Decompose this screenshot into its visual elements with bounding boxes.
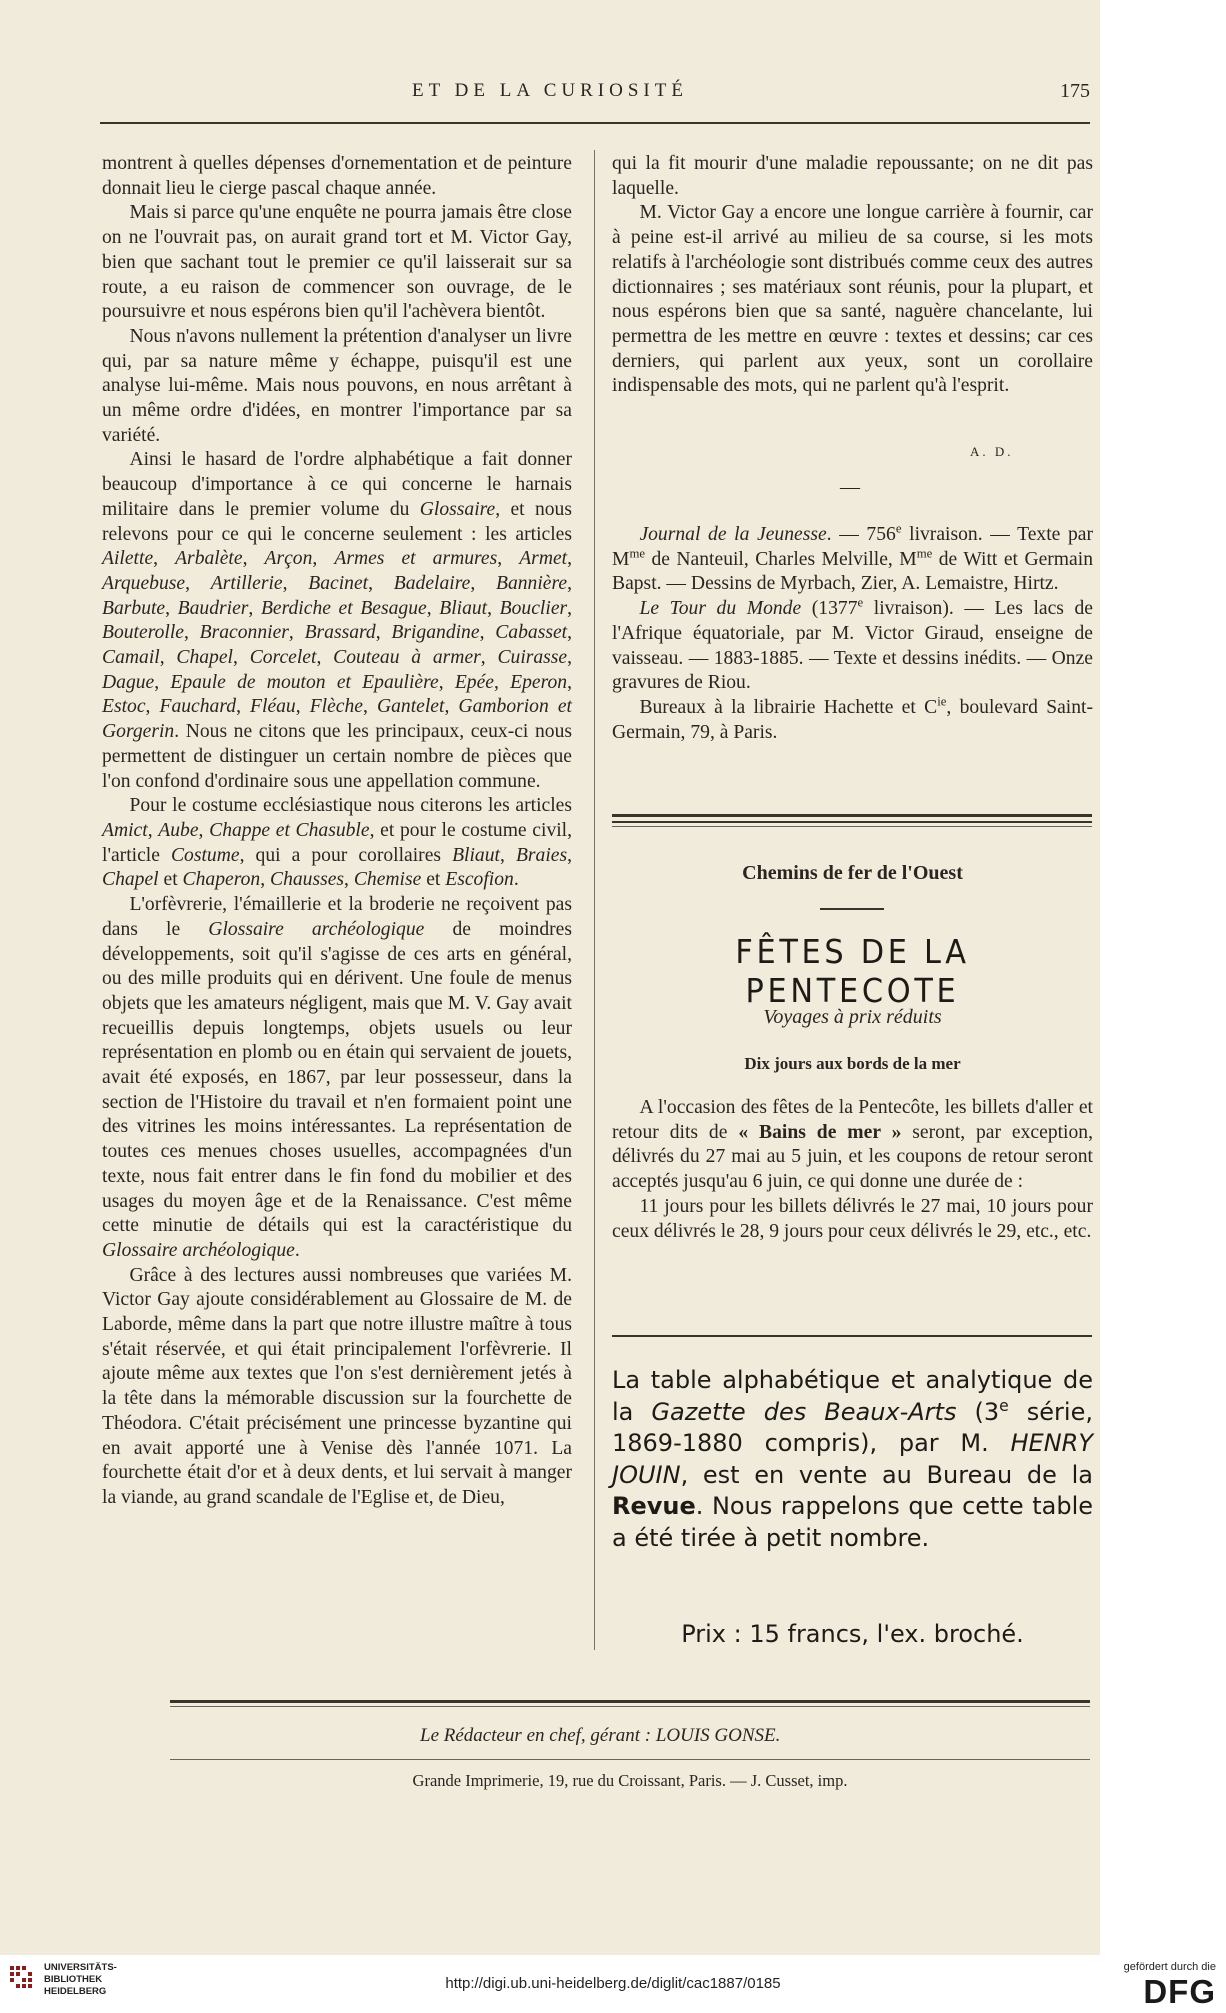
library-line-1: UNIVERSITÄTS- bbox=[44, 1962, 117, 1973]
paragraph: Journal de la Jeunesse. — 756e livraison. — Texte par $M^{me}$ de Nanteuil, Charles Melville, $M^{me}$ de Witt et Germain Bapst. — Dessins de Myrbach, Zier, A. Lemaistre, Hirtz. bbox=[612, 521, 1093, 595]
library-line-2: BIBLIOTHEK bbox=[44, 1974, 103, 1985]
advert-top-rule-2 bbox=[612, 821, 1092, 823]
paragraph: A l'occasion des fêtes de la Pentecôte, les billets d'aller et retour dits de « Bains de mer » seront, par exception, délivrés du 27 mai au 5 juin, et les coupons de retour seront acceptés jusqu'au 6 juin, ce qui donne une durée de : bbox=[612, 1097, 1093, 1193]
advert-top-rule bbox=[612, 814, 1092, 817]
signature: A. D. bbox=[970, 444, 1014, 459]
catalogue-notice: La table alphabétique et analytique de la Gazette des Beaux-Arts (3e série, 1869-1880 compris), par M. HENRY JOUIN, est en vente au Bureau de la Revue. Nous rappelons que cette table a été tirée à petit nombre. bbox=[612, 1366, 1093, 1552]
advert-top-rule-3 bbox=[612, 826, 1092, 827]
page-footer bbox=[0, 1955, 1226, 2013]
paragraph: Bureaux à la librairie Hachette et $C^{ie}$, boulevard Saint-Germain, 79, à Paris. bbox=[612, 694, 1093, 743]
advert-company-rule bbox=[820, 908, 884, 910]
advert-offer: Dix jours aux bords de la mer bbox=[744, 1054, 961, 1073]
source-url-link[interactable]: http://digi.ub.uni-heidelberg.de/diglit/cac1887/0185 bbox=[445, 1975, 781, 1992]
column-divider bbox=[594, 150, 595, 1650]
paragraph: montrent à quelles dépenses d'ornementation et de peinture donnait lieu le cierge pascal chaque année. bbox=[102, 153, 572, 199]
paragraph: M. Victor Gay a encore une longue carrière à fournir, car à peine est-il arrivé au milieu de sa course, si les mots relatifs à l'archéologie sont distribués comme ceux des autres dictionnaires ; ses matériaux sont réunis, pour la plupart, et nous espérons bien que sa santé, naguère chancelante, lui permettra de les mettre en œuvre : textes et dessins; car ces derniers, qui parlent aux yeux, sont un corollaire indispensable des mots, qui ne parlent qu'à l'esprit. bbox=[612, 202, 1093, 397]
paragraph: Mais si parce qu'une enquête ne pourra jamais être close on ne l'ouvrait pas, on aurait grand tort et M. Victor Gay, bien que sachant tout le premier ce qu'il laisserait sur sa route, a eu raison de commencer son ouvrage, de le poursuivre et nous espérons bien qu'il l'achèvera bientôt. bbox=[102, 202, 572, 323]
paragraph: qui la fit mourir d'une maladie repoussante; on ne dit pas laquelle. bbox=[612, 153, 1093, 199]
paragraph: Ainsi le hasard de l'ordre alphabétique a fait donner beaucoup d'importance à ce qui concerne le harnais militaire dans le premier volume du Glossaire, et nous relevons pour ce qui le concerne seulement : les articles Ailette, Arbalète, Arçon, Armes et armures, Armet, Arquebuse, Artillerie, Bacinet, Badelaire, Bannière, Barbute, Baudrier, Berdiche et Besague, Bliaut, Bouclier, Bouterolle, Braconnier, Brassard, Brigandine, Cabasset, Camail, Chapel, Corcelet, Couteau à armer, Cuirasse, Dague, Epaule de mouton et Epaulière, Epée, Eperon, Estoc, Fauchard, Fléau, Flèche, Gantelet, Gamborion et Gorgerin. Nous ne citons que les principaux, ceux-ci nous permettent de distinguer un certain nombre de pièces que l'on confond d'ordinaire sous une appellation commune. bbox=[102, 449, 573, 792]
dfg-logo: DFG bbox=[1143, 1973, 1216, 2010]
editor-line: Le Rédacteur en chef, gérant : LOUIS GONSE. bbox=[420, 1725, 781, 1746]
paragraph: Nous n'avons nullement la prétention d'analyser un livre qui, par sa nature même y échappe, puisqu'il est une analyse lui-même. Mais nous pouvons, en nous arrêtant à un même ordre d'idées, en montrer l'importance par sa variété. bbox=[102, 325, 572, 446]
colophon-rule bbox=[170, 1759, 1090, 1760]
header-rule bbox=[100, 122, 1090, 124]
advert-company: Chemins de fer de l'Ouest bbox=[742, 862, 963, 884]
periodical-notices bbox=[612, 523, 1093, 745]
notice-top-rule bbox=[612, 1335, 1092, 1337]
notice-price: Prix : 15 francs, l'ex. broché. bbox=[681, 1620, 1024, 1648]
paragraph: Pour le costume ecclésiastique nous citerons les articles Amict, Aube, Chappe et Chasuble, et pour le costume civil, l'article Costume, qui a pour corollaires Bliaut, Braies, Chapel et Chaperon, Chausses, Chemise et Escofion. bbox=[102, 795, 573, 891]
left-column bbox=[102, 152, 572, 1511]
paragraph: L'orfèvrerie, l'émaillerie et la broderie ne reçoivent pas dans le Glossaire archéologique de moindres développements, soit qu'il s'agisse de ces arts en général, ou des mille produits qui en dérivent. Une foule de menus objets que les amateurs négligent, mais que M. V. Gay avait recueillis depuis longtemps, objets usuels ou leur représentation en plomb ou en étain qui servaient de jouets, avait été exposés, en 1867, par leur possesseur, dans la section de l'Histoire du travail et n'en formaient point une des vitrines les moins intéressantes. La représentation de toutes ces menues choses usuelles, accompagnées d'un texte, nous fait entrer dans le fin fond du mobilier et des usages du moyen âge et de la Renaissance. C'est même cette minutie de détails qui est la caractéristique du Glossaire archéologique. bbox=[102, 894, 572, 1261]
running-title: ET DE LA CURIOSITÉ bbox=[412, 80, 688, 101]
paragraph: Grâce à des lectures aussi nombreuses que variées M. Victor Gay ajoute considérablement au Glossaire de M. de Laborde, même dans la part que notre illustre maître à tous s'était réservée, et qui était principalement l'orfèvrerie. Il ajoute même aux textes que l'on s'est dernièrement jetés à la tête dans la mémorable discussion sur la fourchette de Théodora. C'était précisément une princesse byzantine qui en avait apporté une à Venise dès l'année 1071. La fourchette était d'or et à deux dents, et lui servait à manger la viande, au grand scandale de l'Eglise et, de Dieu, bbox=[102, 1264, 572, 1508]
advert-subtitle: Voyages à prix réduits bbox=[763, 1006, 942, 1028]
bottom-rule-2 bbox=[170, 1706, 1090, 1707]
page-number: 175 bbox=[1060, 80, 1090, 102]
advert-body bbox=[612, 1096, 1093, 1244]
advert-title: FÊTES DE LA PENTECOTE bbox=[735, 932, 970, 1010]
page-margin bbox=[1100, 0, 1226, 1955]
bottom-rule bbox=[170, 1700, 1090, 1703]
library-line-3: HEIDELBERG bbox=[44, 1986, 107, 1997]
printer-line: Grande Imprimerie, 19, rue du Croissant, Paris. — J. Cusset, imp. bbox=[412, 1771, 848, 1790]
paragraph: 11 jours pour les billets délivrés le 27 mai, 10 jours pour ceux délivrés le 28, 9 jours pour ceux délivrés le 29, etc., etc. bbox=[612, 1195, 1093, 1242]
paragraph: Le Tour du Monde (1377e livraison). — Les lacs de l'Afrique équatoriale, par M. Victor Giraud, enseigne de vaisseau. — 1883-1885. — Texte et dessins inédits. — Onze gravures de Riou. bbox=[612, 595, 1094, 694]
funded-by-label: gefördert durch die bbox=[1123, 1961, 1216, 1973]
right-column-continuation bbox=[612, 152, 1093, 399]
separator-dash: — bbox=[840, 476, 860, 498]
